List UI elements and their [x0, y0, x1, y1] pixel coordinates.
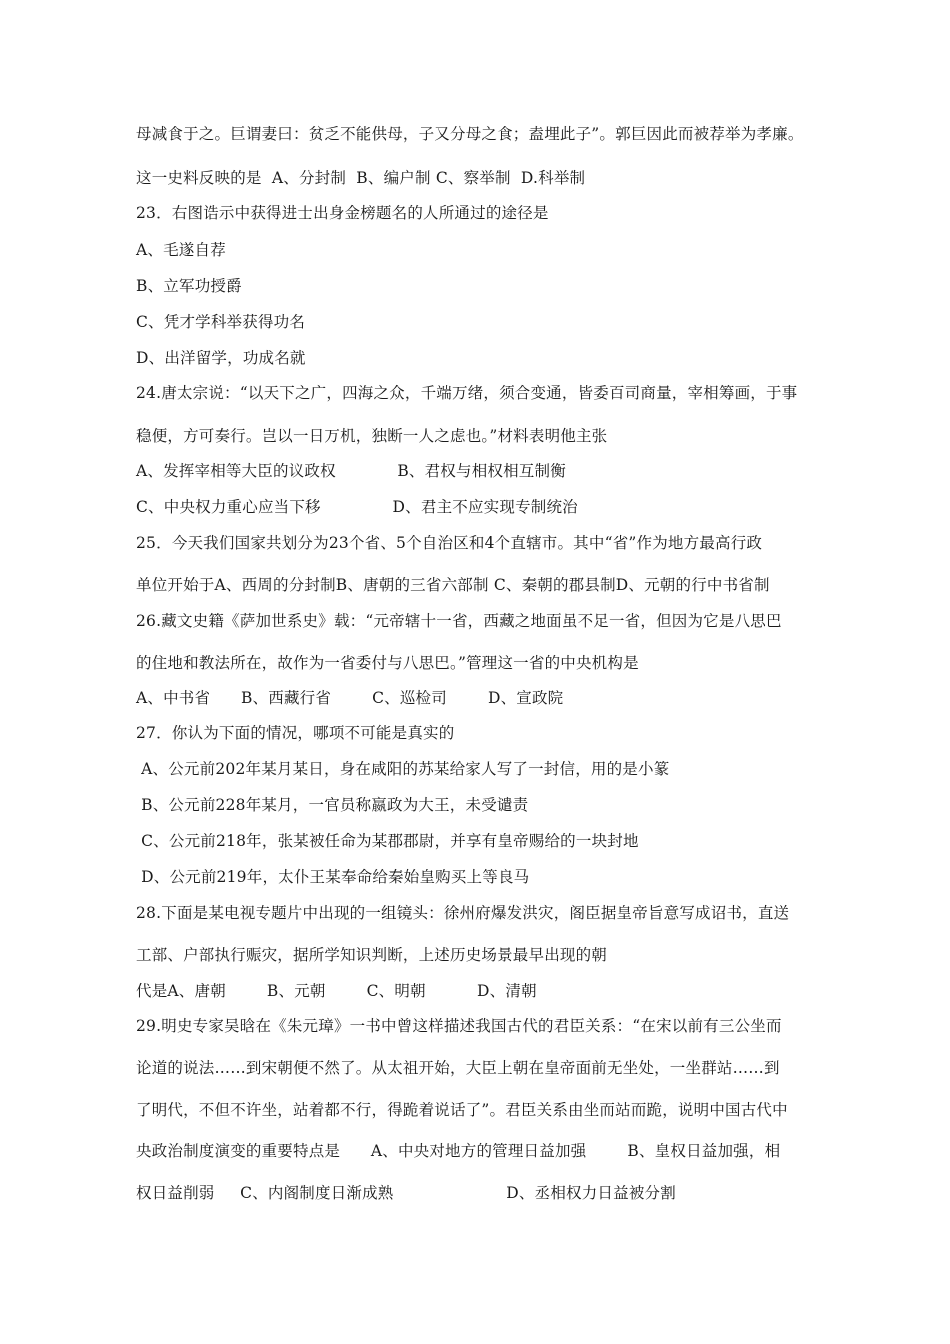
question-27: 27．你认为下面的情况，哪项不可能是真实的: [136, 724, 455, 742]
question-29: 29.明史专家吴晗在《朱元璋》一书中曾这样描述我国古代的君臣关系：“在宋以前有三公坐而: [136, 1017, 782, 1035]
options-26: A、中书省 B、西藏行省 C、巡检司 D、宣政院: [136, 689, 564, 707]
option-27-b: B、公元前228年某月，一官员称嬴政为大王，未受谴责: [136, 796, 529, 814]
options-24-cd: C、中央权力重心应当下移 D、君主不应实现专制统治: [136, 498, 578, 516]
question-25-cont: 单位开始于A、西周的分封制B、唐朝的三省六部制 C、秦朝的郡县制D、元朝的行中书省制: [136, 576, 770, 594]
question-24-cont: 稳便，方可奏行。岂以一日万机，独断一人之虑也。”材料表明他主张: [136, 427, 608, 445]
question-29-cont-2: 了明代，不但不许坐，站着都不行，得跪着说话了”。君臣关系由坐而站而跪，说明中国古代中: [136, 1101, 788, 1119]
option-27-c: C、公元前218年，张某被任命为某郡郡尉，并享有皇帝赐给的一块封地: [136, 832, 639, 850]
option-23-a: A、毛遂自荐: [136, 241, 226, 259]
question-24: 24.唐太宗说：“以天下之广，四海之众，千端万绪，须合变通，皆委百司商量，宰相筹画，于事: [136, 384, 798, 402]
text-line-2: 这一史料反映的是 A、分封制 B、编户制 C、察举制 D.科举制: [136, 169, 586, 187]
option-23-d: D、出洋留学，功成名就: [136, 349, 306, 367]
question-26: 26.藏文史籍《萨加世系史》载：“元帝辖十一省，西藏之地面虽不足一省，但因为它是八思巴: [136, 612, 782, 630]
option-23-c: C、凭才学科举获得功名: [136, 313, 306, 331]
options-28: 代是A、唐朝 B、元朝 C、明朝 D、清朝: [136, 982, 537, 1000]
question-26-cont: 的住地和教法所在，故作为一省委付与八思巴。”管理这一省的中央机构是: [136, 654, 639, 672]
text-line-1: 母减食于之。巨谓妻曰：贫乏不能供母，子又分母之食；盍埋此子”。郭巨因此而被荐举为孝廉。: [136, 125, 804, 143]
question-25: 25．今天我们国家共划分为23个省、5个自治区和4个直辖市。其中“省”作为地方最高行政: [136, 534, 763, 552]
question-23: 23．右图诰示中获得进士出身金榜题名的人所通过的途径是: [136, 204, 549, 222]
question-29-cont-3: 央政治制度演变的重要特点是 A、中央对地方的管理日益加强 B、皇权日益加强，相: [136, 1142, 781, 1160]
option-27-a: A、公元前202年某月某日，身在咸阳的苏某给家人写了一封信，用的是小篆: [136, 760, 670, 778]
option-23-b: B、立军功授爵: [136, 277, 242, 295]
question-28-cont: 工部、户部执行赈灾，据所学知识判断，上述历史场景最早出现的朝: [136, 946, 608, 964]
option-27-d: D、公元前219年，太仆王某奉命给秦始皇购买上等良马: [136, 868, 530, 886]
question-29-cont-4: 权日益削弱 C、内阁制度日渐成熟 D、丞相权力日益被分割: [136, 1184, 676, 1202]
question-29-cont-1: 论道的说法……到宋朝便不然了。从太祖开始，大臣上朝在皇帝面前无坐处，一坐群站……到: [136, 1059, 780, 1077]
question-28: 28.下面是某电视专题片中出现的一组镜头：徐州府爆发洪灾，阁臣据皇帝旨意写成诏书，直送: [136, 904, 790, 922]
options-24-ab: A、发挥宰相等大臣的议政权 B、君权与相权相互制衡: [136, 462, 566, 480]
